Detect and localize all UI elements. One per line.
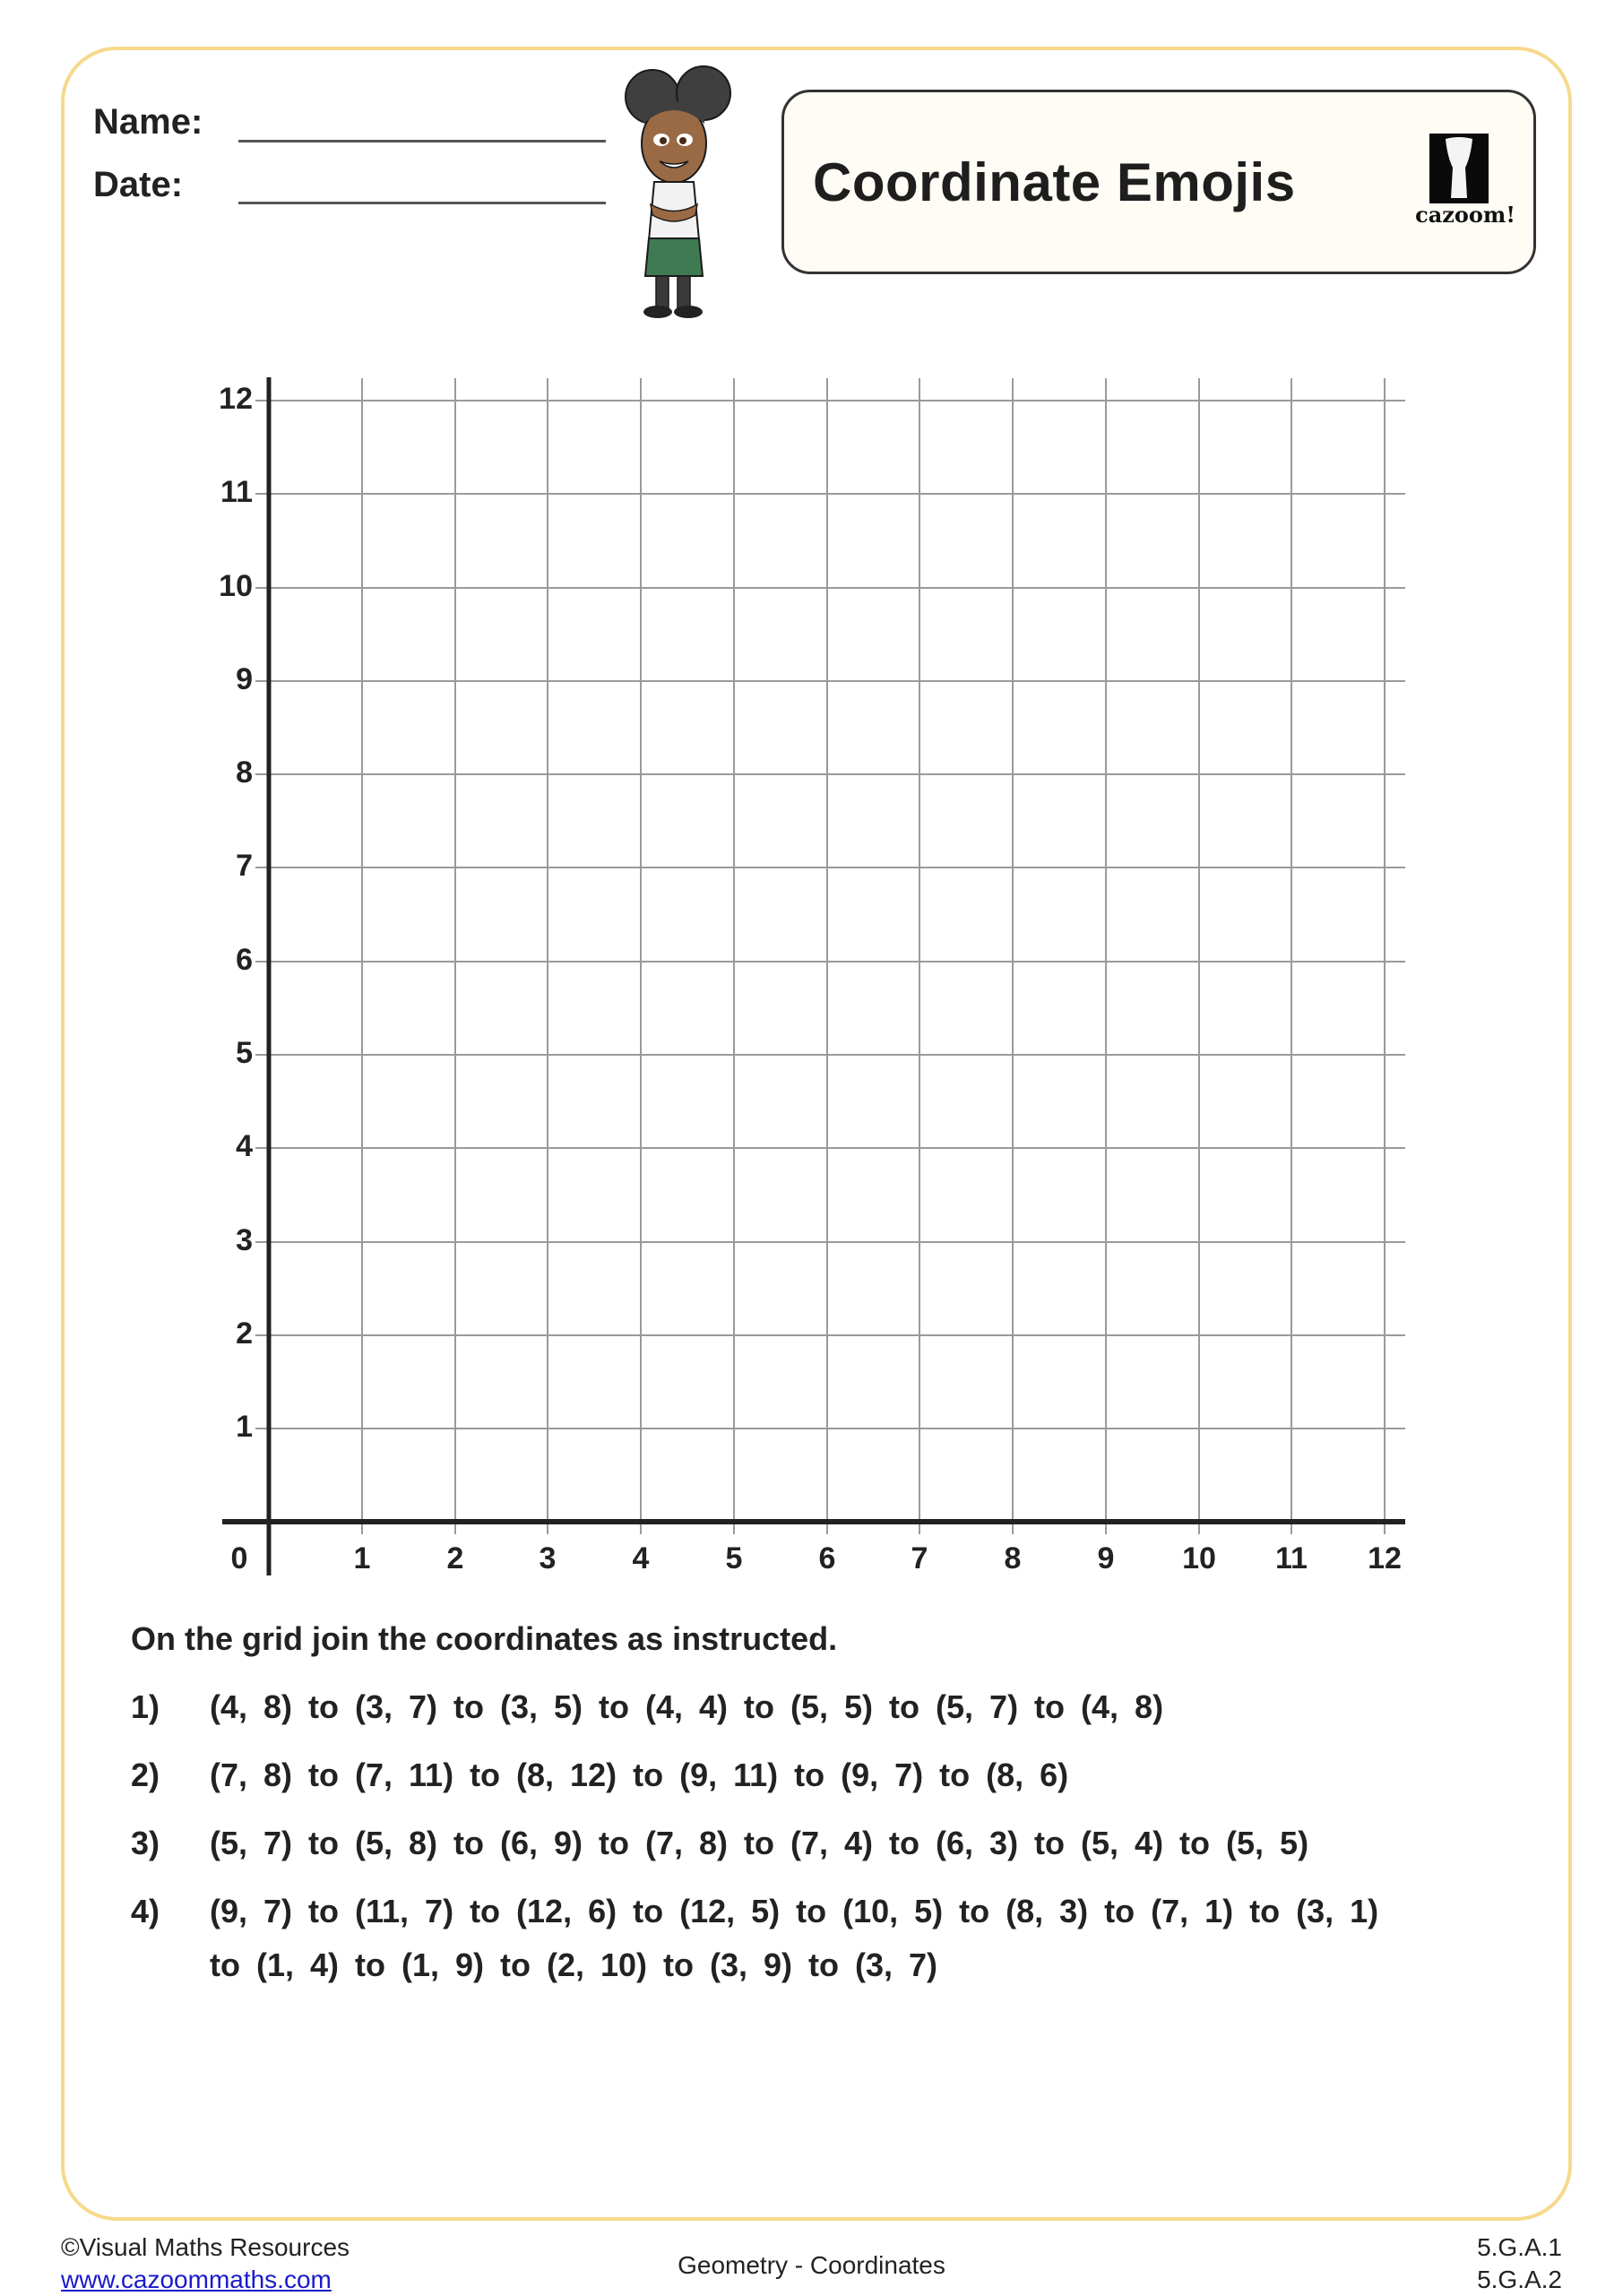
x-tick-6: 6 — [818, 1541, 836, 1575]
question-text: (7, 8) to (7, 11) to (8, 12) to (9, 11) to (9, 7) to (8, 6) — [210, 1757, 1069, 1793]
question-number: 2) — [131, 1757, 160, 1793]
x-tick-11: 11 — [1275, 1541, 1308, 1575]
question-text: (5, 7) to (5, 8) to (6, 9) to (7, 8) to (7, 4) to (6, 3) to (5, 4) to (5, 5) — [210, 1825, 1309, 1861]
worksheet-title: Coordinate Emojis — [813, 152, 1296, 212]
x-tick-3: 3 — [539, 1541, 557, 1575]
y-tick-7: 7 — [236, 849, 253, 883]
y-tick-12: 12 — [219, 382, 253, 416]
y-tick-10: 10 — [219, 569, 253, 603]
grid-lines — [255, 378, 1405, 1534]
instructions-heading: On the grid join the coordinates as instructed. — [131, 1620, 838, 1657]
x-tick-4: 4 — [632, 1541, 650, 1575]
question-number: 1) — [131, 1688, 160, 1725]
question-text: (4, 8) to (3, 7) to (3, 5) to (4, 4) to (5, 5) to (5, 7) to (4, 8) — [210, 1688, 1164, 1725]
date-label: Date: — [93, 165, 184, 204]
website-link[interactable]: www.cazoommaths.com — [61, 2266, 332, 2293]
y-tick-5: 5 — [236, 1036, 253, 1070]
name-label: Name: — [93, 102, 203, 142]
x-tick-10: 10 — [1182, 1541, 1216, 1575]
question-text: (9, 7) to (11, 7) to (12, 6) to (12, 5) to (10, 5) to (8, 3) to (7, 1) to (3, 1) — [210, 1893, 1379, 1929]
x-tick-9: 9 — [1097, 1541, 1115, 1575]
x-tick-2: 2 — [446, 1541, 464, 1575]
x-tick-1: 1 — [353, 1541, 371, 1575]
x-tick-8: 8 — [1004, 1541, 1022, 1575]
logo-text: cazoom! — [1415, 202, 1515, 228]
x-tick-7: 7 — [911, 1541, 928, 1575]
x-tick-5: 5 — [725, 1541, 743, 1575]
y-tick-1: 1 — [236, 1410, 253, 1444]
standards — [1477, 2231, 1562, 2296]
standard-code: 5.G.A.1 — [1477, 2233, 1562, 2261]
question-number: 3) — [131, 1825, 160, 1861]
standard-code: 5.G.A.2 — [1477, 2266, 1562, 2293]
y-tick-4: 4 — [236, 1129, 253, 1163]
y-tick-3: 3 — [236, 1223, 253, 1257]
topic-label: Geometry - Coordinates — [678, 2251, 945, 2279]
x-tick-12: 12 — [1368, 1541, 1402, 1575]
question-text: to (1, 4) to (1, 9) to (2, 10) to (3, 9) to (3, 7) — [210, 1946, 938, 1983]
y-tick-8: 8 — [236, 755, 253, 790]
y-tick-9: 9 — [236, 662, 253, 696]
y-tick-11: 11 — [220, 475, 253, 509]
origin-label: 0 — [230, 1541, 248, 1575]
copyright-text: ©Visual Maths Resources — [61, 2233, 350, 2261]
y-tick-6: 6 — [236, 943, 253, 977]
y-tick-2: 2 — [236, 1316, 253, 1351]
question-number: 4) — [131, 1893, 160, 1929]
